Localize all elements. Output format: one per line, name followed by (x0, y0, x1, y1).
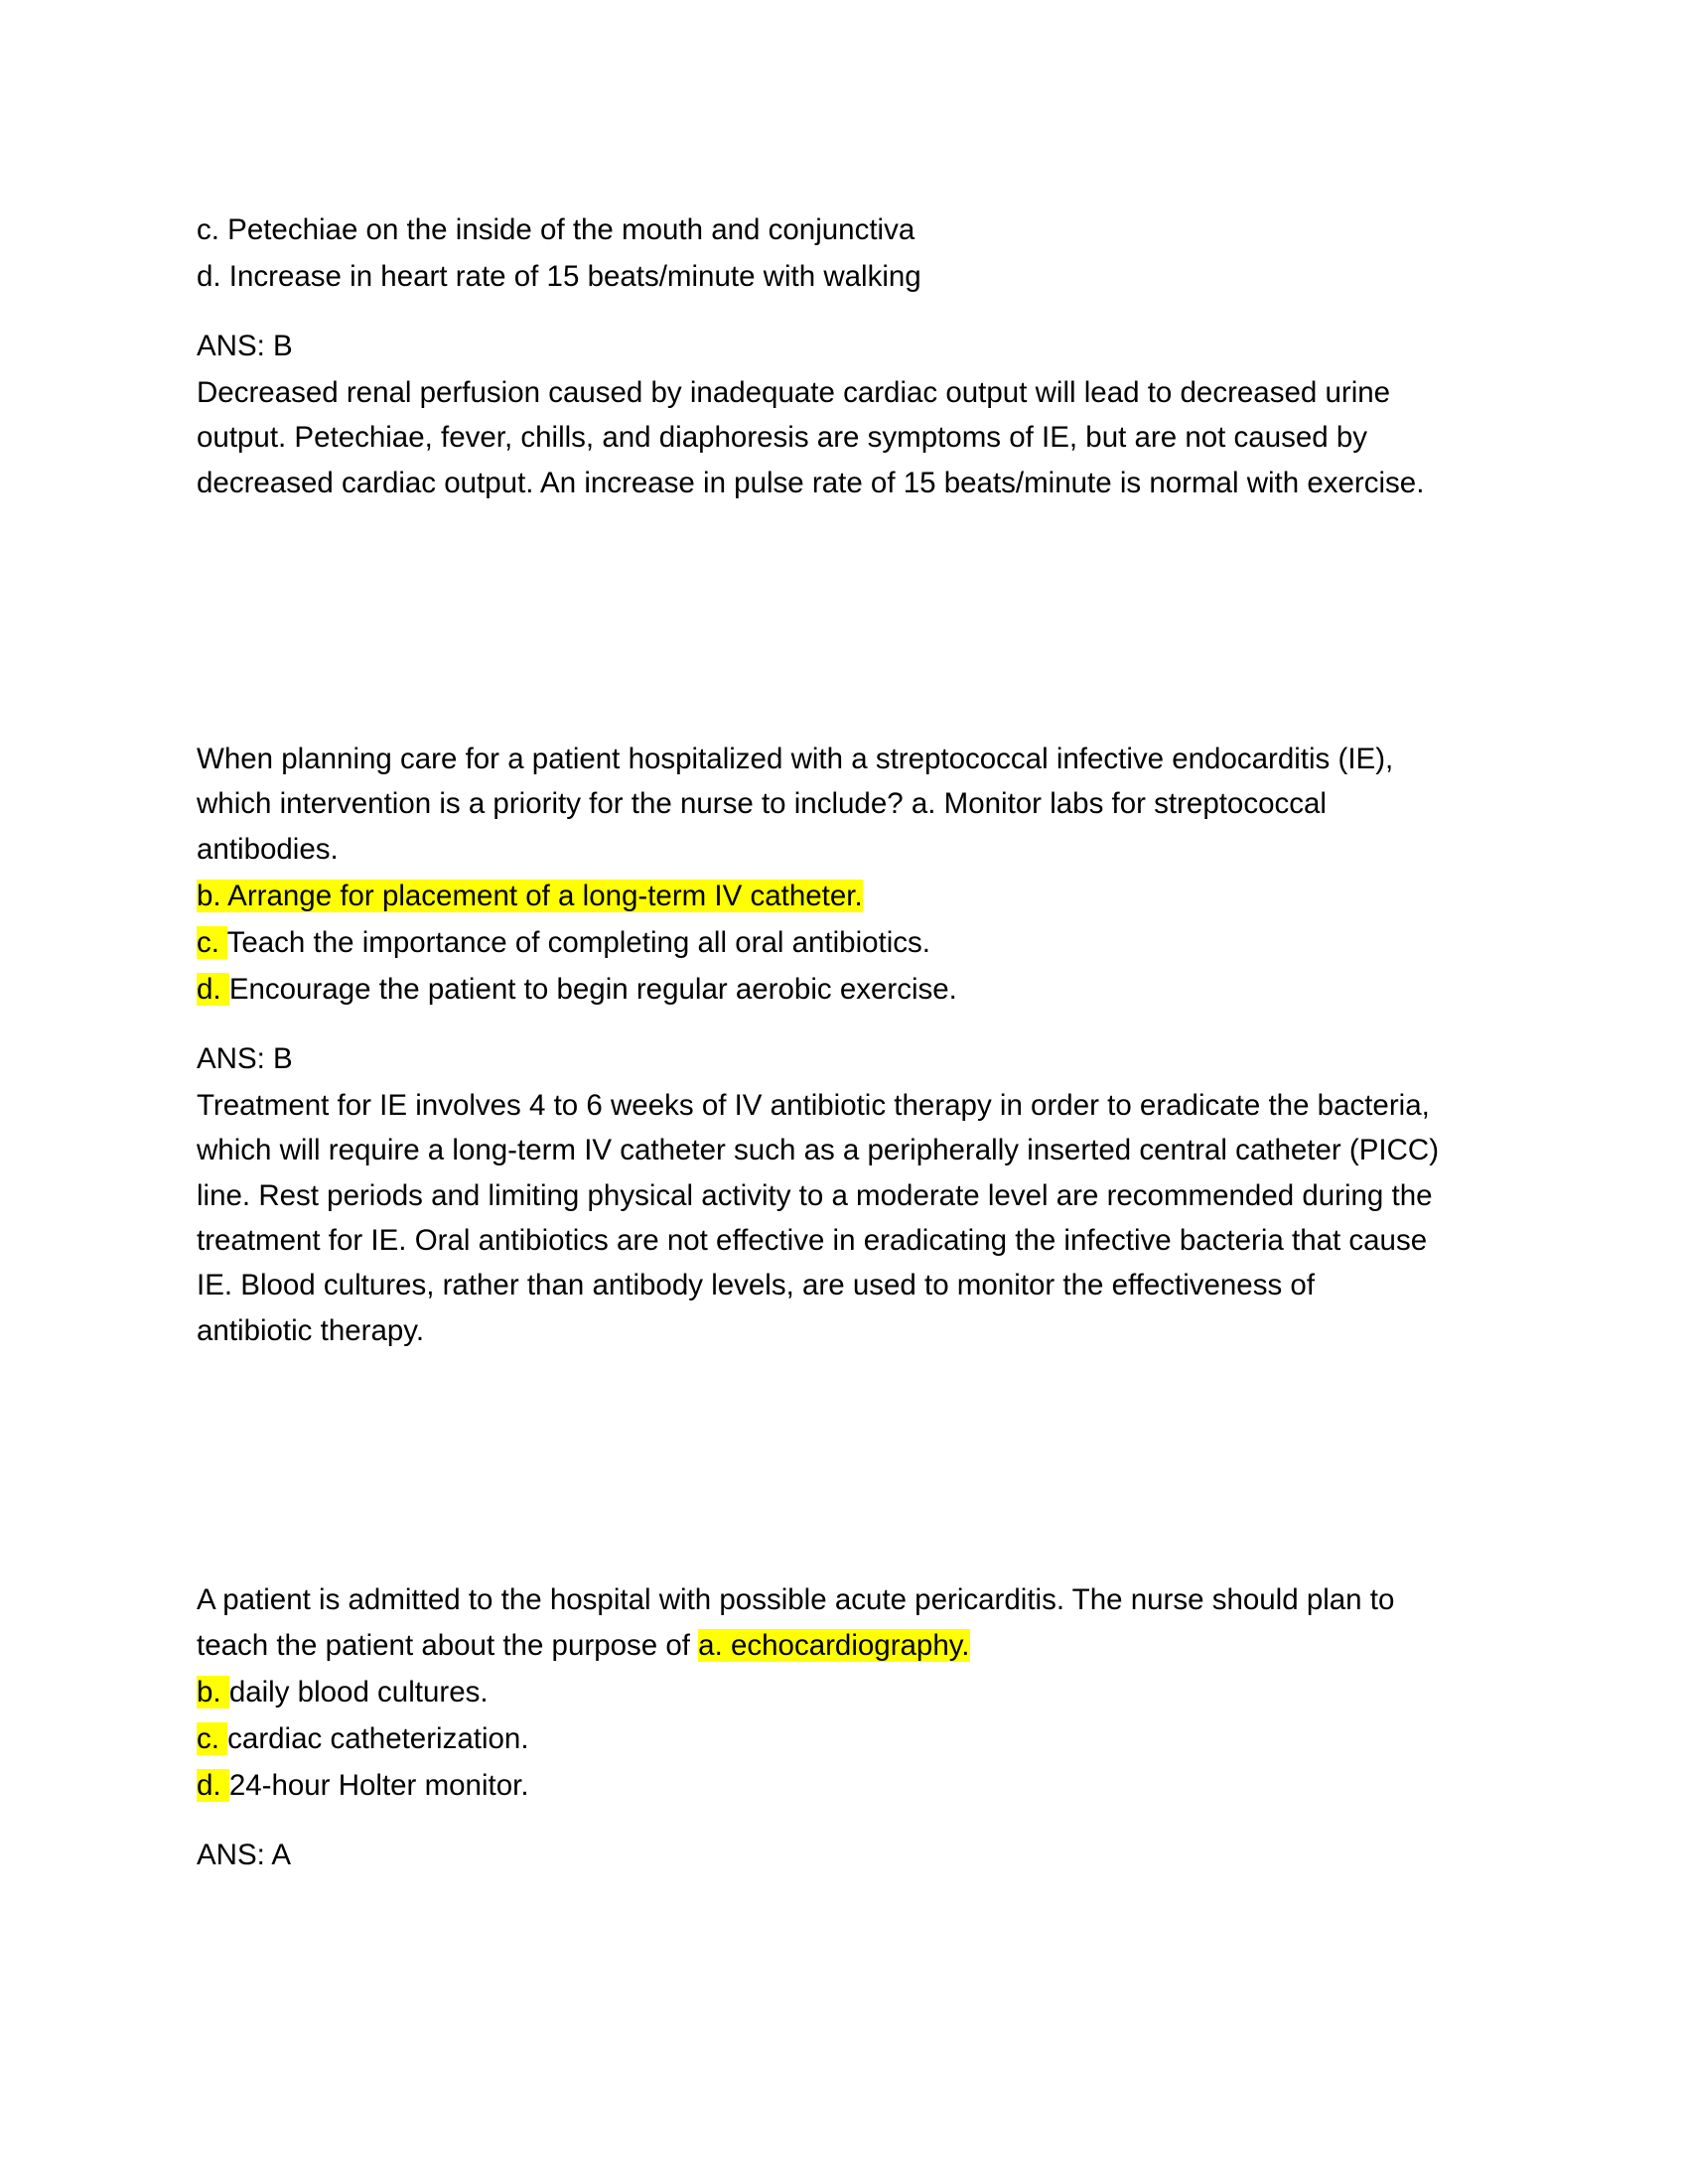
answer-label: ANS: B (197, 330, 293, 362)
option-text: daily blood cultures. (228, 1676, 489, 1708)
option-c (197, 1717, 529, 1761)
option-letter-highlight: d. (197, 1769, 229, 1802)
question-line: which intervention is a priority for the nurse to include? a. Monitor labs for streptococcal (197, 787, 1327, 820)
question-line: antibodies. (197, 833, 339, 866)
option-c: c. Petechiae on the inside of the mouth and conjunctiva (197, 213, 915, 246)
option-text: Encourage the patient to begin regular aerobic exercise. (228, 973, 957, 1006)
question-line: A patient is admitted to the hospital with possible acute pericarditis. The nurse should plan to (197, 1583, 1395, 1616)
rationale-line: treatment for IE. Oral antibiotics are not effective in eradicating the infective bacteria that cause (197, 1224, 1428, 1257)
option-text: cardiac catheterization. (227, 1722, 529, 1755)
option-b (197, 1671, 489, 1714)
highlighted-answer: a. echocardiography. (698, 1629, 970, 1662)
answer-label: ANS: B (197, 1042, 293, 1075)
option-d (197, 1764, 529, 1808)
question-line: When planning care for a patient hospitalized with a streptococcal infective endocarditis (IE), (197, 743, 1394, 775)
rationale-line: IE. Blood cultures, rather than antibody levels, are used to monitor the effectiveness of (197, 1269, 1316, 1301)
rationale-line: Treatment for IE involves 4 to 6 weeks of IV antibiotic therapy in order to eradicate the bacteria, (197, 1089, 1430, 1122)
option-c (197, 921, 930, 965)
option-letter-highlight: c. (197, 926, 227, 959)
question-text: teach the patient about the purpose of (197, 1629, 699, 1662)
highlighted-answer: b. Arrange for placement of a long-term IV catheter. (197, 880, 863, 912)
question-line (197, 1624, 970, 1668)
rationale-line: output. Petechiae, fever, chills, and diaphoresis are symptoms of IE, but are not caused by (197, 421, 1368, 454)
rationale-line: line. Rest periods and limiting physical activity to a moderate level are recommended during the (197, 1179, 1433, 1212)
option-d: d. Increase in heart rate of 15 beats/minute with walking (197, 260, 921, 293)
rationale-line: Decreased renal perfusion caused by inadequate cardiac output will lead to decreased urine (197, 376, 1391, 409)
option-b (197, 875, 863, 918)
option-text: 24-hour Holter monitor. (228, 1769, 529, 1802)
rationale-line: antibiotic therapy. (197, 1314, 425, 1347)
option-d (197, 968, 957, 1012)
option-text: Teach the importance of completing all oral antibiotics. (226, 926, 930, 959)
option-letter-highlight: c. (197, 1722, 228, 1755)
answer-label: ANS: A (197, 1839, 292, 1871)
option-letter-highlight: d. (197, 973, 229, 1006)
rationale-line: decreased cardiac output. An increase in pulse rate of 15 beats/minute is normal with exercise. (197, 467, 1425, 499)
rationale-line: which will require a long-term IV catheter such as a peripherally inserted central catheter (PICC) (197, 1134, 1440, 1166)
option-letter-highlight: b. (197, 1676, 229, 1708)
